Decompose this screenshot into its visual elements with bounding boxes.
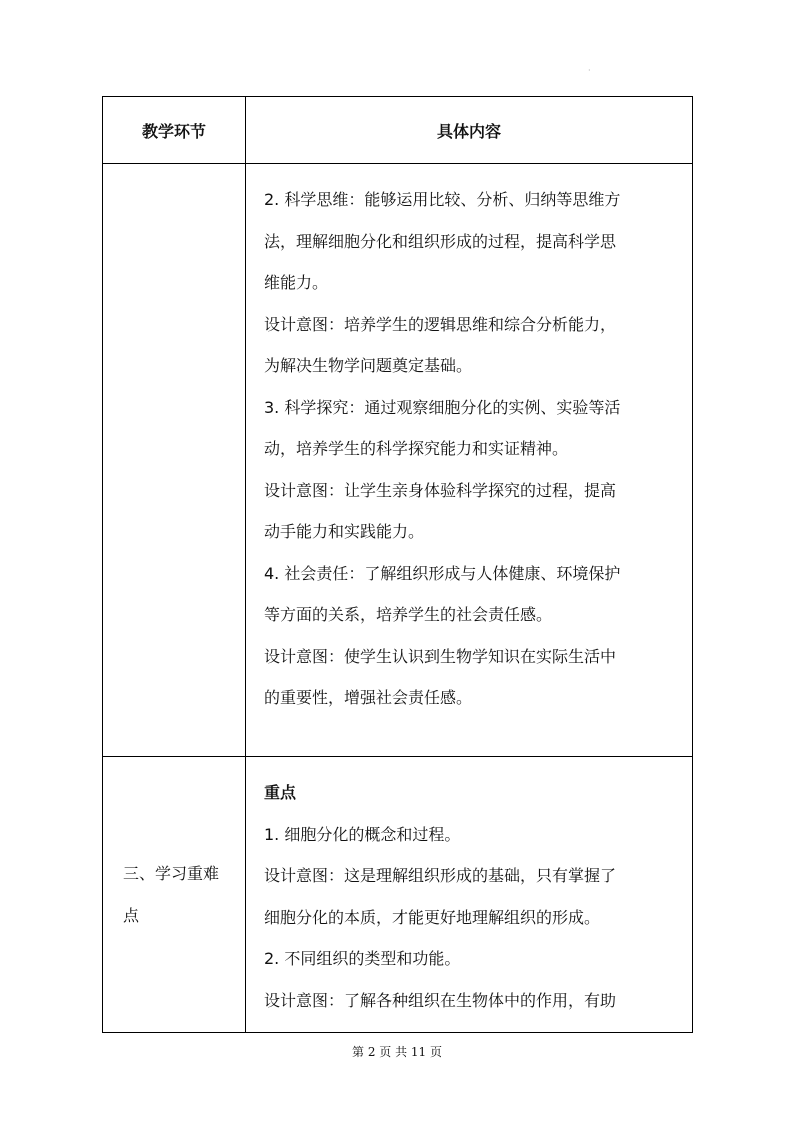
content-line: 设计意图：使学生认识到生物学知识在实际生活中	[264, 646, 617, 666]
content-line: 1. 细胞分化的概念和过程。	[264, 824, 461, 844]
lesson-table	[102, 96, 693, 1033]
content-line: 等方面的关系，培养学生的社会责任感。	[264, 605, 553, 624]
content-line: 动手能力和实践能力。	[264, 522, 425, 541]
page-footer: 第 2 页 共 11 页	[352, 1045, 442, 1059]
decorative-dot: ·	[588, 66, 591, 75]
content-line: 设计意图：了解各种组织在生物体中的作用，有助	[264, 990, 617, 1010]
row-content-cell	[246, 164, 693, 757]
table-row	[103, 164, 693, 757]
content-line: 的重要性，增强社会责任感。	[264, 688, 473, 707]
table-row	[103, 757, 693, 1033]
table-header-row	[103, 97, 693, 164]
row-stage-cell: 三、学习重难点	[103, 757, 246, 1033]
content-line: 维能力。	[264, 273, 329, 292]
content-line: 设计意图：培养学生的逻辑思维和综合分析能力，	[264, 314, 617, 334]
header-content: 具体内容	[246, 97, 693, 164]
content-line: 3. 科学探究：通过观察细胞分化的实例、实验等活	[264, 397, 621, 417]
header-stage: 教学环节	[103, 97, 246, 164]
row-stage-cell	[103, 164, 246, 757]
content-line: 动，培养学生的科学探究能力和实证精神。	[264, 439, 569, 458]
content-line: 2. 科学思维：能够运用比较、分析、归纳等思维方	[264, 190, 621, 209]
content-line: 法，理解细胞分化和组织形成的过程，提高科学思	[264, 231, 617, 251]
content-line: 4. 社会责任：了解组织形成与人体健康、环境保护	[264, 563, 621, 583]
content-line: 2. 不同组织的类型和功能。	[264, 949, 461, 968]
content-line: 为解决生物学问题奠定基础。	[264, 356, 473, 375]
content-line: 细胞分化的本质，才能更好地理解组织的形成。	[264, 907, 601, 927]
section-heading: 重点	[264, 783, 297, 802]
content-line: 设计意图：这是理解组织形成的基础，只有掌握了	[264, 866, 617, 885]
content-line: 设计意图：让学生亲身体验科学探究的过程，提高	[264, 480, 617, 500]
row-content-cell	[246, 757, 693, 1033]
